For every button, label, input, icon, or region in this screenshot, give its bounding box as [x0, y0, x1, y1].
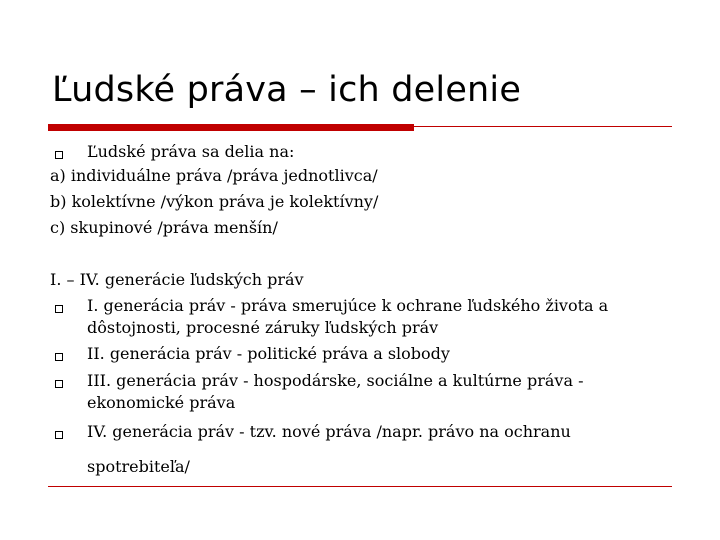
square-bullet-icon — [55, 151, 63, 159]
generation-line: spotrebiteľa/ — [87, 457, 190, 476]
square-bullet-icon — [55, 353, 63, 361]
square-bullet-icon — [55, 380, 63, 388]
generations-heading: I. – IV. generácie ľudských práv — [50, 270, 304, 289]
title-underline-red — [48, 124, 414, 131]
generation-line: dôstojnosti, procesné záruky ľudských práv — [87, 318, 439, 337]
bottom-rule — [48, 486, 672, 487]
list-item: c) skupinové /práva menšín/ — [50, 218, 278, 237]
generation-line: II. generácia práv - politické práva a slobody — [87, 344, 450, 363]
title-underline-thin — [414, 126, 672, 127]
generation-line: ekonomické práva — [87, 393, 236, 412]
square-bullet-icon — [55, 431, 63, 439]
list-item: a) individuálne práva /práva jednotlivca/ — [50, 166, 378, 185]
intro-bullet-text: Ľudské práva sa delia na: — [87, 142, 295, 161]
generation-line: I. generácia práv - práva smerujúce k ochrane ľudského života a — [87, 296, 609, 315]
generation-line: III. generácia práv - hospodárske, sociálne a kultúrne práva - — [87, 371, 584, 390]
list-item: b) kolektívne /výkon práva je kolektívny/ — [50, 192, 379, 211]
generation-line: IV. generácia práv - tzv. nové práva /napr. právo na ochranu — [87, 422, 571, 441]
slide-title: Ľudské práva – ich delenie — [52, 70, 522, 110]
square-bullet-icon — [55, 305, 63, 313]
